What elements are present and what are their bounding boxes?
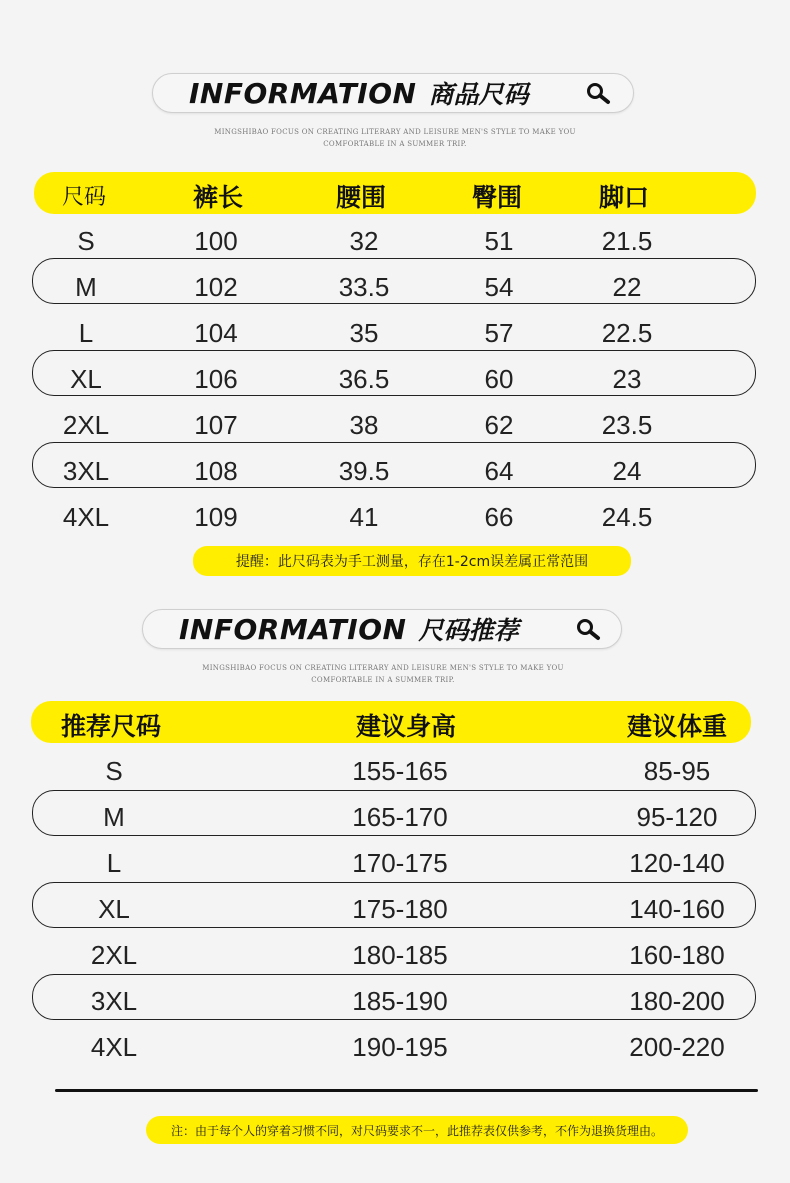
tagline-line-1: MINGSHIBAO FOCUS ON CREATING LITERARY AND LEISURE MEN'S STYLE TO MAKE YOU — [214, 128, 576, 136]
table-cell: 33.5 — [338, 272, 390, 302]
table-cell: 180-185 — [352, 940, 448, 970]
search-icon — [585, 82, 611, 106]
table-cell: 23 — [612, 364, 642, 394]
table-cell: 140-160 — [629, 894, 725, 924]
table-cell: 39.5 — [338, 456, 390, 486]
table-cell: 175-180 — [352, 894, 448, 924]
col-header-waist: 腰围 — [335, 183, 387, 212]
recommend-disclaimer: 注：由于每个人的穿着习惯不同，对尺码要求不一，此推荐表仅供参考，不作为退换货理由。 — [146, 1116, 688, 1144]
table-cell: 190-195 — [352, 1032, 448, 1062]
table-cell: 64 — [484, 456, 514, 486]
col-header-size: 尺码 — [61, 185, 107, 210]
header-title-cn: 商品尺码 — [428, 80, 529, 109]
size-label: XL — [98, 894, 130, 924]
table-cell: 38 — [349, 410, 379, 440]
table-cell: 102 — [194, 272, 238, 302]
col-header-hip: 臀围 — [471, 183, 523, 212]
recommend-header — [142, 609, 622, 649]
tagline-line-1: MINGSHIBAO FOCUS ON CREATING LITERARY AND LEISURE MEN'S STYLE TO MAKE YOU — [202, 664, 564, 672]
size-label: L — [78, 318, 94, 348]
size-info-header — [152, 73, 634, 113]
row-outline-m — [32, 258, 756, 304]
table-cell: 85-95 — [643, 756, 711, 786]
search-icon — [575, 618, 601, 642]
size-label: 3XL — [62, 456, 110, 486]
col-header-length: 裤长 — [192, 183, 244, 212]
table-cell: 62 — [484, 410, 514, 440]
size-label: XL — [70, 364, 102, 394]
table-cell: 165-170 — [352, 802, 448, 832]
table-cell: 21.5 — [601, 226, 653, 256]
table-cell: 24.5 — [601, 502, 653, 532]
size-label: M — [103, 802, 125, 832]
size-label: 2XL — [62, 410, 110, 440]
table-cell: 54 — [484, 272, 514, 302]
table-cell: 106 — [194, 364, 238, 394]
table-cell: 160-180 — [629, 940, 725, 970]
table-cell: 100 — [194, 226, 238, 256]
size-label: 4XL — [62, 502, 110, 532]
header-title-en: INFORMATION — [189, 76, 417, 110]
table-cell: 57 — [484, 318, 514, 348]
measurement-note: 提醒：此尺码表为手工测量，存在1-2cm误差属正常范围 — [193, 546, 631, 576]
tagline-line-2: COMFORTABLE IN A SUMMER TRIP. — [323, 140, 467, 148]
tagline — [0, 662, 778, 686]
table-cell: 36.5 — [338, 364, 390, 394]
table-cell: 24 — [612, 456, 642, 486]
col-header-height: 建议身高 — [355, 712, 457, 741]
table-cell: 95-120 — [636, 802, 718, 832]
table-cell: 22 — [612, 272, 642, 302]
table-cell: 107 — [194, 410, 238, 440]
col-header-rec-size: 推荐尺码 — [60, 712, 162, 741]
table-cell: 22.5 — [601, 318, 653, 348]
size-label: 4XL — [90, 1032, 138, 1062]
header-title-cn: 尺码推荐 — [418, 616, 519, 645]
tagline-line-2: COMFORTABLE IN A SUMMER TRIP. — [311, 676, 455, 684]
table-cell: 32 — [349, 226, 379, 256]
table-cell: 23.5 — [601, 410, 653, 440]
table-cell: 51 — [484, 226, 514, 256]
table-cell: 41 — [349, 502, 379, 532]
table-cell: 35 — [349, 318, 379, 348]
size-label: 2XL — [90, 940, 138, 970]
row-outline-3xl — [32, 442, 756, 488]
divider — [55, 1089, 758, 1092]
col-header-weight: 建议体重 — [626, 712, 728, 741]
table-cell: 170-175 — [352, 848, 448, 878]
size-label: S — [105, 756, 123, 786]
table-cell: 155-165 — [352, 756, 448, 786]
table-cell: 60 — [484, 364, 514, 394]
table-cell: 200-220 — [629, 1032, 725, 1062]
col-header-hem: 脚口 — [598, 183, 650, 212]
table-cell: 66 — [484, 502, 514, 532]
table-cell: 120-140 — [629, 848, 725, 878]
table-cell: 108 — [194, 456, 238, 486]
table-cell: 109 — [194, 502, 238, 532]
size-label: 3XL — [90, 986, 138, 1016]
row-outline-xl — [32, 350, 756, 396]
header-title-en: INFORMATION — [179, 612, 407, 646]
tagline — [0, 126, 790, 150]
size-label: M — [75, 272, 97, 302]
size-label: L — [106, 848, 122, 878]
table-cell: 185-190 — [352, 986, 448, 1016]
table-cell: 180-200 — [629, 986, 725, 1016]
size-label: S — [77, 226, 95, 256]
table-cell: 104 — [194, 318, 238, 348]
